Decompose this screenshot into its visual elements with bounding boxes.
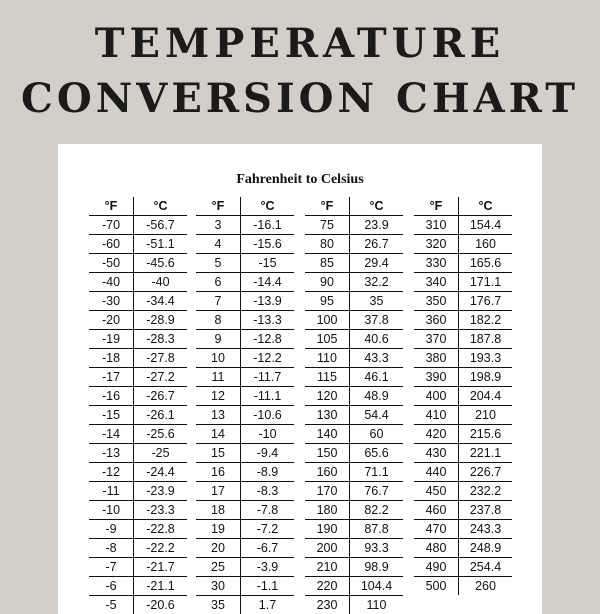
- celsius-value: -8.9: [256, 465, 279, 479]
- fahrenheit-value: 75: [305, 216, 350, 234]
- table-row: [89, 405, 187, 424]
- banner-title-line-2: CONVERSION CHART: [21, 75, 579, 122]
- fahrenheit-value: 170: [305, 482, 350, 500]
- celsius-value: -7.2: [256, 522, 279, 536]
- fahrenheit-value: 500: [414, 577, 459, 595]
- table-row: [89, 424, 187, 443]
- fahrenheit-value: 35: [196, 596, 241, 614]
- celsius-value: 40.6: [364, 332, 389, 346]
- fahrenheit-value: 90: [305, 273, 350, 291]
- celsius-value: 171.1: [469, 275, 502, 289]
- celsius-value: -45.6: [146, 256, 175, 270]
- fahrenheit-value: 150: [305, 444, 350, 462]
- table-row: [196, 310, 294, 329]
- fahrenheit-value: 450: [414, 482, 459, 500]
- table-row: [305, 272, 403, 291]
- table-row: [196, 557, 294, 576]
- fahrenheit-value: -18: [89, 349, 134, 367]
- celsius-value: -21.1: [146, 579, 175, 593]
- celsius-value: 32.2: [364, 275, 389, 289]
- table-row: [89, 500, 187, 519]
- header-celsius: °C: [369, 199, 384, 213]
- table-row: [196, 519, 294, 538]
- celsius-value: 54.4: [364, 408, 389, 422]
- column-header: [305, 197, 403, 215]
- fahrenheit-value: 85: [305, 254, 350, 272]
- celsius-value: 204.4: [469, 389, 502, 403]
- fahrenheit-value: 3: [196, 216, 241, 234]
- table-row: [89, 367, 187, 386]
- celsius-value: 82.2: [364, 503, 389, 517]
- fahrenheit-value: -5: [89, 596, 134, 614]
- fahrenheit-value: 110: [305, 349, 350, 367]
- celsius-value: 1.7: [258, 598, 277, 612]
- table-row: [89, 538, 187, 557]
- fahrenheit-value: 105: [305, 330, 350, 348]
- fahrenheit-value: -7: [89, 558, 134, 576]
- table-row: [89, 234, 187, 253]
- celsius-value: 215.6: [469, 427, 502, 441]
- header-fahrenheit: °F: [196, 197, 241, 215]
- table-row: [89, 462, 187, 481]
- table-row: [414, 386, 512, 405]
- table-row: [414, 576, 512, 595]
- table-row: [196, 253, 294, 272]
- table-row: [89, 481, 187, 500]
- celsius-value: 232.2: [469, 484, 502, 498]
- celsius-value: 104.4: [360, 579, 393, 593]
- fahrenheit-value: 5: [196, 254, 241, 272]
- fahrenheit-value: 320: [414, 235, 459, 253]
- celsius-value: 43.3: [364, 351, 389, 365]
- table-row: [305, 557, 403, 576]
- banner-title-line-1: TEMPERATURE: [94, 20, 506, 67]
- column-block-1: [89, 197, 187, 614]
- celsius-value: -28.3: [146, 332, 175, 346]
- table-row: [196, 538, 294, 557]
- fahrenheit-value: -8: [89, 539, 134, 557]
- celsius-value: -6.7: [256, 541, 279, 555]
- header-celsius: °C: [153, 199, 168, 213]
- column-block-3: [305, 197, 403, 614]
- celsius-value: 37.8: [364, 313, 389, 327]
- table-row: [89, 310, 187, 329]
- celsius-value: -14.4: [253, 275, 282, 289]
- table-row: [414, 519, 512, 538]
- celsius-value: 93.3: [364, 541, 389, 555]
- fahrenheit-value: 440: [414, 463, 459, 481]
- fahrenheit-value: 9: [196, 330, 241, 348]
- fahrenheit-value: 470: [414, 520, 459, 538]
- fahrenheit-value: 310: [414, 216, 459, 234]
- fahrenheit-value: 430: [414, 444, 459, 462]
- table-row: [196, 424, 294, 443]
- fahrenheit-value: 4: [196, 235, 241, 253]
- table-row: [414, 538, 512, 557]
- fahrenheit-value: 80: [305, 235, 350, 253]
- table-row: [196, 386, 294, 405]
- fahrenheit-value: 130: [305, 406, 350, 424]
- celsius-value: 46.1: [364, 370, 389, 384]
- fahrenheit-value: 20: [196, 539, 241, 557]
- table-row: [414, 291, 512, 310]
- table-row: [414, 329, 512, 348]
- celsius-value: -24.4: [146, 465, 175, 479]
- celsius-value: -11.1: [253, 389, 282, 403]
- table-row: [196, 272, 294, 291]
- celsius-value: -22.2: [146, 541, 175, 555]
- celsius-value: 248.9: [469, 541, 502, 555]
- fahrenheit-value: -14: [89, 425, 134, 443]
- table-row: [305, 538, 403, 557]
- fahrenheit-value: 400: [414, 387, 459, 405]
- table-row: [414, 500, 512, 519]
- table-row: [305, 253, 403, 272]
- table-row: [414, 272, 512, 291]
- celsius-value: -7.8: [256, 503, 279, 517]
- celsius-value: -28.9: [146, 313, 175, 327]
- fahrenheit-value: 16: [196, 463, 241, 481]
- table-row: [305, 500, 403, 519]
- celsius-value: 165.6: [469, 256, 502, 270]
- fahrenheit-value: -50: [89, 254, 134, 272]
- celsius-value: -20.6: [146, 598, 175, 612]
- fahrenheit-value: 350: [414, 292, 459, 310]
- table-row: [89, 291, 187, 310]
- table-row: [414, 234, 512, 253]
- table-row: [414, 405, 512, 424]
- fahrenheit-value: 420: [414, 425, 459, 443]
- fahrenheit-value: -60: [89, 235, 134, 253]
- table-row: [89, 329, 187, 348]
- celsius-value: -15: [258, 256, 277, 270]
- table-row: [305, 443, 403, 462]
- celsius-value: -10.6: [253, 408, 282, 422]
- celsius-value: -27.2: [146, 370, 175, 384]
- celsius-value: 26.7: [364, 237, 389, 251]
- table-row: [414, 462, 512, 481]
- table-row: [305, 576, 403, 595]
- celsius-value: -40: [151, 275, 170, 289]
- celsius-value: 154.4: [469, 218, 502, 232]
- table-row: [89, 386, 187, 405]
- celsius-value: -21.7: [146, 560, 175, 574]
- celsius-value: 193.3: [469, 351, 502, 365]
- table-row: [196, 291, 294, 310]
- fahrenheit-value: 6: [196, 273, 241, 291]
- table-row: [196, 234, 294, 253]
- table-row: [305, 291, 403, 310]
- table-row: [305, 462, 403, 481]
- celsius-value: -34.4: [146, 294, 175, 308]
- table-row: [89, 519, 187, 538]
- table-row: [305, 424, 403, 443]
- table-row: [414, 424, 512, 443]
- column-header: [89, 197, 187, 215]
- table-row: [196, 405, 294, 424]
- celsius-value: -13.9: [253, 294, 282, 308]
- fahrenheit-value: 115: [305, 368, 350, 386]
- celsius-value: 48.9: [364, 389, 389, 403]
- fahrenheit-value: 8: [196, 311, 241, 329]
- table-row: [89, 215, 187, 234]
- table-row: [305, 310, 403, 329]
- fahrenheit-value: 480: [414, 539, 459, 557]
- fahrenheit-value: -40: [89, 273, 134, 291]
- celsius-value: -22.8: [146, 522, 175, 536]
- column-header: [414, 197, 512, 215]
- fahrenheit-value: 18: [196, 501, 241, 519]
- fahrenheit-value: 100: [305, 311, 350, 329]
- table-row: [89, 576, 187, 595]
- celsius-value: -16.1: [253, 218, 282, 232]
- fahrenheit-value: -11: [89, 482, 134, 500]
- table-row: [305, 367, 403, 386]
- header-fahrenheit: °F: [305, 197, 350, 215]
- celsius-value: -23.9: [146, 484, 175, 498]
- fahrenheit-value: -16: [89, 387, 134, 405]
- table-row: [196, 367, 294, 386]
- fahrenheit-value: 15: [196, 444, 241, 462]
- fahrenheit-value: -20: [89, 311, 134, 329]
- table-row: [196, 500, 294, 519]
- celsius-value: -23.3: [146, 503, 175, 517]
- table-row: [89, 348, 187, 367]
- fahrenheit-value: 17: [196, 482, 241, 500]
- table-row: [196, 481, 294, 500]
- celsius-value: 29.4: [364, 256, 389, 270]
- fahrenheit-value: 10: [196, 349, 241, 367]
- fahrenheit-value: 210: [305, 558, 350, 576]
- table-row: [305, 481, 403, 500]
- fahrenheit-value: -9: [89, 520, 134, 538]
- fahrenheit-value: 390: [414, 368, 459, 386]
- table-row: [414, 481, 512, 500]
- celsius-value: 65.6: [364, 446, 389, 460]
- celsius-value: -12.2: [253, 351, 282, 365]
- fahrenheit-value: 490: [414, 558, 459, 576]
- fahrenheit-value: 220: [305, 577, 350, 595]
- celsius-value: -56.7: [146, 218, 175, 232]
- fahrenheit-value: 460: [414, 501, 459, 519]
- table-row: [414, 310, 512, 329]
- fahrenheit-value: 19: [196, 520, 241, 538]
- fahrenheit-value: 7: [196, 292, 241, 310]
- table-row: [414, 253, 512, 272]
- celsius-value: -25.6: [146, 427, 175, 441]
- celsius-value: 243.3: [469, 522, 502, 536]
- celsius-value: -27.8: [146, 351, 175, 365]
- column-block-2: [196, 197, 294, 614]
- fahrenheit-value: 180: [305, 501, 350, 519]
- fahrenheit-value: -17: [89, 368, 134, 386]
- fahrenheit-value: 140: [305, 425, 350, 443]
- celsius-value: -1.1: [256, 579, 279, 593]
- fahrenheit-value: 25: [196, 558, 241, 576]
- table-row: [196, 576, 294, 595]
- fahrenheit-value: 11: [196, 368, 241, 386]
- fahrenheit-value: 230: [305, 596, 350, 614]
- column-header: [196, 197, 294, 215]
- table-row: [89, 272, 187, 291]
- table-row: [305, 386, 403, 405]
- table-row: [305, 329, 403, 348]
- celsius-value: -10: [258, 427, 277, 441]
- celsius-value: 23.9: [364, 218, 389, 232]
- celsius-value: 226.7: [469, 465, 502, 479]
- fahrenheit-value: 13: [196, 406, 241, 424]
- celsius-value: 187.8: [469, 332, 502, 346]
- celsius-value: -26.1: [146, 408, 175, 422]
- table-row: [414, 557, 512, 576]
- table-row: [196, 595, 294, 614]
- table-row: [196, 462, 294, 481]
- celsius-value: 60: [369, 427, 384, 441]
- table-row: [414, 367, 512, 386]
- table-row: [89, 557, 187, 576]
- fahrenheit-value: 30: [196, 577, 241, 595]
- celsius-value: -3.9: [256, 560, 279, 574]
- table-row: [89, 595, 187, 614]
- celsius-value: -51.1: [146, 237, 175, 251]
- header-fahrenheit: °F: [414, 197, 459, 215]
- celsius-value: 182.2: [469, 313, 502, 327]
- table-row: [305, 595, 403, 614]
- celsius-value: 35: [369, 294, 384, 308]
- celsius-value: 260: [475, 579, 496, 593]
- table-row: [414, 348, 512, 367]
- celsius-value: 71.1: [364, 465, 389, 479]
- table-row: [414, 215, 512, 234]
- fahrenheit-value: 340: [414, 273, 459, 291]
- fahrenheit-value: -30: [89, 292, 134, 310]
- celsius-value: -12.8: [253, 332, 282, 346]
- celsius-value: 160: [475, 237, 496, 251]
- fahrenheit-value: -6: [89, 577, 134, 595]
- table-row: [196, 329, 294, 348]
- header-fahrenheit: °F: [89, 197, 134, 215]
- table-row: [89, 443, 187, 462]
- table-row: [89, 253, 187, 272]
- fahrenheit-value: 410: [414, 406, 459, 424]
- fahrenheit-value: 370: [414, 330, 459, 348]
- table-row: [414, 443, 512, 462]
- fahrenheit-value: 120: [305, 387, 350, 405]
- celsius-value: 110: [366, 598, 387, 612]
- fahrenheit-value: -10: [89, 501, 134, 519]
- table-row: [305, 348, 403, 367]
- celsius-value: 176.7: [469, 294, 502, 308]
- celsius-value: 98.9: [364, 560, 389, 574]
- celsius-value: -8.3: [256, 484, 279, 498]
- fahrenheit-value: 190: [305, 520, 350, 538]
- chart-sheet: [58, 144, 542, 614]
- fahrenheit-value: 330: [414, 254, 459, 272]
- table-row: [305, 519, 403, 538]
- celsius-value: 76.7: [364, 484, 389, 498]
- celsius-value: 198.9: [469, 370, 502, 384]
- fahrenheit-value: -13: [89, 444, 134, 462]
- celsius-value: -13.3: [253, 313, 282, 327]
- celsius-value: -9.4: [256, 446, 279, 460]
- sheet-title: Fahrenheit to Celsius: [236, 172, 364, 187]
- celsius-value: -25: [151, 446, 170, 460]
- celsius-value: 254.4: [469, 560, 502, 574]
- fahrenheit-value: 95: [305, 292, 350, 310]
- fahrenheit-value: 380: [414, 349, 459, 367]
- fahrenheit-value: -70: [89, 216, 134, 234]
- fahrenheit-value: 160: [305, 463, 350, 481]
- celsius-value: 237.8: [469, 503, 502, 517]
- table-row: [305, 215, 403, 234]
- fahrenheit-value: -12: [89, 463, 134, 481]
- fahrenheit-value: 12: [196, 387, 241, 405]
- header-celsius: °C: [260, 199, 275, 213]
- celsius-value: 221.1: [469, 446, 502, 460]
- table-row: [196, 215, 294, 234]
- fahrenheit-value: -15: [89, 406, 134, 424]
- celsius-value: 210: [475, 408, 496, 422]
- fahrenheit-value: 14: [196, 425, 241, 443]
- celsius-value: -26.7: [146, 389, 175, 403]
- celsius-value: -11.7: [253, 370, 282, 384]
- table-row: [196, 443, 294, 462]
- header-celsius: °C: [478, 199, 493, 213]
- fahrenheit-value: 360: [414, 311, 459, 329]
- table-row: [305, 405, 403, 424]
- celsius-value: -15.6: [253, 237, 282, 251]
- fahrenheit-value: 200: [305, 539, 350, 557]
- table-row: [196, 348, 294, 367]
- fahrenheit-value: -19: [89, 330, 134, 348]
- table-row: [305, 234, 403, 253]
- celsius-value: 87.8: [364, 522, 389, 536]
- column-block-4: [414, 197, 512, 595]
